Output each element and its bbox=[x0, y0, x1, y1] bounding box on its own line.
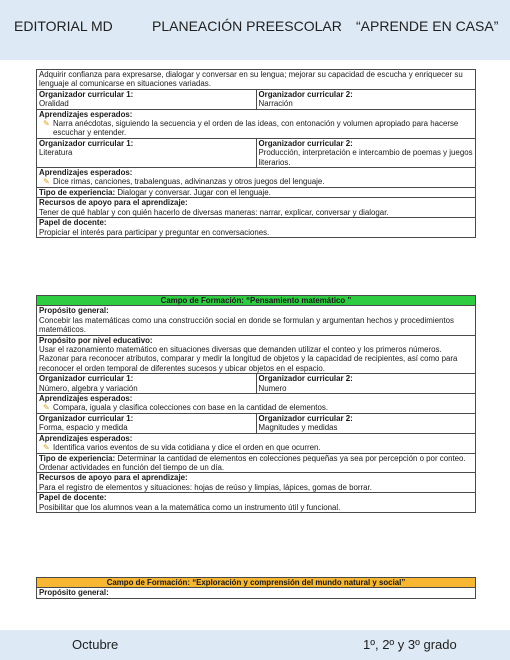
org2-value: Narración bbox=[258, 99, 293, 109]
section1-tipo bbox=[37, 187, 476, 197]
aprendizaje-text: Compara, iguala y clasifica colecciones con base en la cantidad de elementos. bbox=[53, 403, 329, 413]
pencil-icon: ✎ bbox=[43, 177, 50, 187]
recursos-value: Para el registro de elementos y situaciones: hojas de reúso y limpias, lápices, gomas de borrar. bbox=[39, 482, 372, 492]
section1-org1a-cell bbox=[37, 89, 257, 109]
section2-table bbox=[36, 295, 476, 513]
org2-label: Organizador curricular 2: bbox=[258, 374, 353, 384]
org2-label: Organizador curricular 2: bbox=[258, 89, 353, 99]
aprendizaje-item bbox=[39, 403, 473, 412]
section1-papel bbox=[37, 218, 476, 238]
aprendizaje-text: Dice rimas, canciones, trabalenguas, adivinanzas y otros juegos del lenguaje. bbox=[53, 177, 325, 187]
org1-value: Literatura bbox=[39, 148, 73, 158]
aprendizaje-text: Identifica varios eventos de su vida cotidiana y dice el orden en que ocurren. bbox=[53, 443, 321, 453]
page-header bbox=[0, 0, 510, 60]
section1-aprendizajes-a bbox=[37, 109, 476, 138]
org1-label: Organizador curricular 1: bbox=[39, 89, 134, 99]
proposito-general-label: Propósito general: bbox=[39, 306, 109, 316]
org2-label: Organizador curricular 2: bbox=[258, 138, 353, 148]
org1-label: Organizador curricular 1: bbox=[39, 138, 134, 148]
tipo-label: Tipo de experiencia: bbox=[39, 453, 116, 463]
header-title: PLANEACIÓN PREESCOLAR bbox=[152, 18, 342, 34]
aprendizajes-label: Aprendizajes esperados: bbox=[39, 394, 133, 404]
aprendizajes-label: Aprendizajes esperados: bbox=[39, 168, 133, 178]
page-footer bbox=[0, 630, 510, 660]
section1-intro: Adquirir confianza para expresarse, dialogar y conversar en su lengua; mejorar su capacidad de escucha y enriquecer su lenguaje al comunicarse en situaciones variadas. bbox=[37, 70, 476, 90]
org1-label: Organizador curricular 1: bbox=[39, 374, 134, 384]
section2-proposito-general bbox=[37, 306, 476, 335]
aprendizaje-item bbox=[39, 443, 473, 452]
aprendizaje-text: Narra anécdotas, siguiendo la secuencia y el orden de las ideas, con entonación y volumen apropiado para hacerse escuchar y entender. bbox=[53, 119, 459, 138]
section2-org1a-cell bbox=[37, 374, 257, 394]
header-program: “APRENDE EN CASA” bbox=[356, 18, 499, 34]
proposito-nivel-value: Usar el razonamiento matemático en situaciones diversas que demanden utilizar el conteo y los primeros números. Razonar para reconocer atributos, comparar y medir la longitud de objetos y la capacidad de recipientes, así como para reconocer el orden temporal de diferentes sucesos y ubicar objetos en el espacio. bbox=[39, 345, 458, 373]
section2-papel bbox=[37, 493, 476, 513]
section2-recursos bbox=[37, 473, 476, 493]
section3-proposito-general bbox=[37, 588, 476, 598]
proposito-nivel-label: Propósito por nivel educativo: bbox=[39, 335, 153, 345]
section1-recursos bbox=[37, 198, 476, 218]
section3-table bbox=[36, 577, 476, 599]
aprendizaje-item bbox=[39, 119, 473, 138]
section1-table bbox=[36, 69, 476, 238]
pencil-icon: ✎ bbox=[43, 119, 50, 129]
pencil-icon: ✎ bbox=[43, 403, 50, 413]
recursos-value: Tener de qué hablar y con quién hacerlo de diversas maneras: narrar, explicar, conversar y dialogar. bbox=[39, 207, 389, 217]
pencil-icon: ✎ bbox=[43, 443, 50, 453]
campo-band-matematico: Campo de Formación: “Pensamiento matemático ” bbox=[37, 296, 476, 306]
proposito-general-label: Propósito general: bbox=[39, 588, 109, 598]
section1-org2b-cell bbox=[256, 138, 476, 167]
footer-grade: 1º, 2º y 3º grado bbox=[363, 637, 457, 652]
org1-label: Organizador curricular 1: bbox=[39, 413, 134, 423]
proposito-general-value: Concebir las matemáticas como una construcción social en donde se formulan y argumentan hechos y procedimientos matemáticos. bbox=[39, 315, 454, 335]
papel-label: Papel de docente: bbox=[39, 218, 107, 228]
org1-value: Forma, espacio y medida bbox=[39, 423, 128, 433]
org2-value: Producción, interpretación e intercambio de poemas y juegos literarios. bbox=[258, 148, 473, 167]
org1-value: Número, algebra y variación bbox=[39, 383, 138, 393]
org2-label: Organizador curricular 2: bbox=[258, 413, 353, 423]
aprendizajes-label: Aprendizajes esperados: bbox=[39, 433, 133, 443]
papel-value: Propiciar el interés para participar y preguntar en conversaciones. bbox=[39, 227, 270, 237]
section1-aprendizajes-b bbox=[37, 168, 476, 188]
section2-aprendizajes-a bbox=[37, 394, 476, 414]
header-publisher: EDITORIAL MD bbox=[14, 18, 113, 34]
tipo-value: Determinar la cantidad de elementos en colecciones pequeñas ya sea por percepción o por conteo. Ordenar actividades en función del tiempo de un día. bbox=[39, 453, 466, 472]
footer-month: Octubre bbox=[72, 637, 119, 652]
section2-tipo bbox=[37, 453, 476, 473]
tipo-value: Dialogar y conversar. Jugar con el lenguaje. bbox=[117, 187, 271, 197]
org1-value: Oralidad bbox=[39, 99, 69, 109]
org2-value: Magnitudes y medidas bbox=[258, 423, 338, 433]
aprendizajes-label: Aprendizajes esperados: bbox=[39, 109, 133, 119]
section2-org1b-cell bbox=[37, 413, 257, 433]
campo-band-exploracion: Campo de Formación: “Exploración y comprensión del mundo natural y social” bbox=[37, 578, 476, 588]
papel-label: Papel de docente: bbox=[39, 493, 107, 503]
section1-org2a-cell bbox=[256, 89, 476, 109]
recursos-label: Recursos de apoyo para el aprendizaje: bbox=[39, 473, 188, 483]
org2-value: Numero bbox=[258, 383, 287, 393]
section2-org2b-cell bbox=[256, 413, 476, 433]
aprendizaje-item bbox=[39, 177, 473, 186]
tipo-label: Tipo de experiencia: bbox=[39, 187, 116, 197]
section1-org1b-cell bbox=[37, 138, 257, 167]
recursos-label: Recursos de apoyo para el aprendizaje: bbox=[39, 198, 188, 208]
section2-proposito-nivel bbox=[37, 335, 476, 374]
section2-org2a-cell bbox=[256, 374, 476, 394]
section2-aprendizajes-b bbox=[37, 433, 476, 453]
papel-value: Posibilitar que los alumnos vean a la matemática como un instrumento útil y funcional. bbox=[39, 502, 341, 512]
